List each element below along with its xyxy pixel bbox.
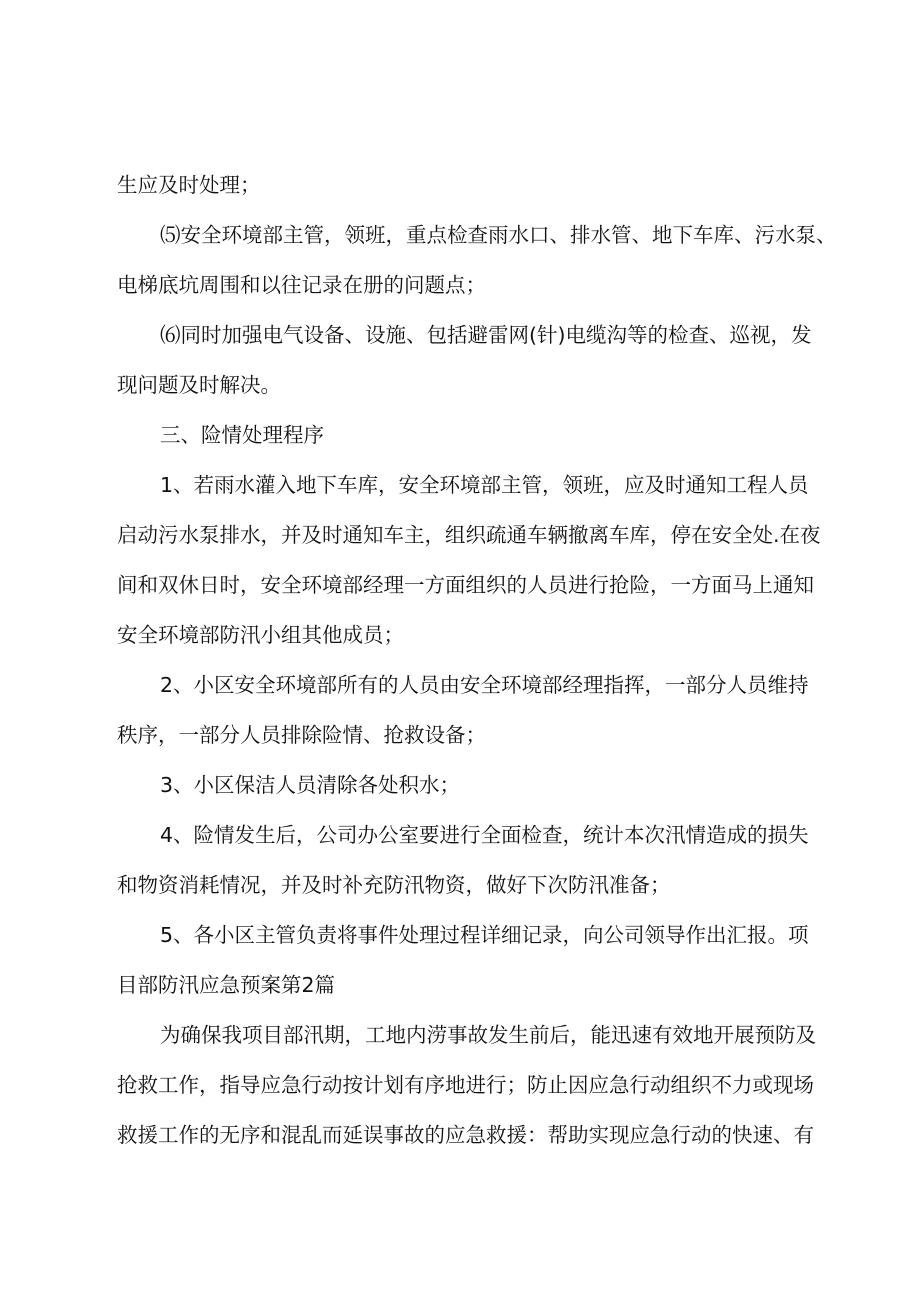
text-line: 救援工作的无序和混乱而延误事故的应急救援：帮助实现应急行动的快速、有 (117, 1123, 814, 1147)
text-line: 生应及时处理； (117, 173, 261, 197)
text-line: 抢救工作，指导应急行动按计划有序地进行；防止因应急行动组织不力或现场 (117, 1073, 814, 1097)
text-line: 5、各小区主管负责将事件处理过程详细记录，向公司领导作出汇报。项 (160, 923, 809, 947)
text-line: 间和双休日时，安全环境部经理一方面组织的人员进行抢险，一方面马上通知 (117, 573, 814, 597)
text-line: 启动污水泵排水，并及时通知车主，组织疏通车辆撤离车库，停在安全处.在夜 (117, 523, 821, 547)
text-line: 现问题及时解决。 (117, 373, 281, 397)
text-line: 1、若雨水灌入地下车库，安全环境部主管，领班，应及时通知工程人员 (160, 473, 809, 497)
text-line: 3、小区保洁人员清除各处积水； (160, 773, 461, 797)
document-body (117, 160, 837, 1160)
text-line: 2、小区安全环境部所有的人员由安全环境部经理指挥，一部分人员维持 (160, 673, 809, 697)
text-line: 安全环境部防汛小组其他成员； (117, 623, 404, 647)
text-line: 4、险情发生后，公司办公室要进行全面检查，统计本次汛情造成的损失 (160, 823, 809, 847)
text-line: 目部防汛应急预案第2篇 (117, 973, 336, 997)
text-line: 为确保我项目部汛期，工地内涝事故发生前后，能迅速有效地开展预防及 (160, 1023, 816, 1047)
section-heading: 三、险情处理程序 (160, 423, 324, 447)
text-line: 秩序，一部分人员排除险情、抢救设备； (117, 723, 486, 747)
text-line: 和物资消耗情况，并及时补充防汛物资，做好下次防汛准备； (117, 873, 671, 897)
text-line: ⑸安全环境部主管，领班，重点检查雨水口、排水管、地下车库、污水泵、 (160, 223, 837, 247)
text-line: ⑹同时加强电气设备、设施、包括避雷网(针)电缆沟等的检查、巡视，发 (160, 323, 812, 347)
text-line: 电梯底坑周围和以往记录在册的问题点； (117, 273, 486, 297)
